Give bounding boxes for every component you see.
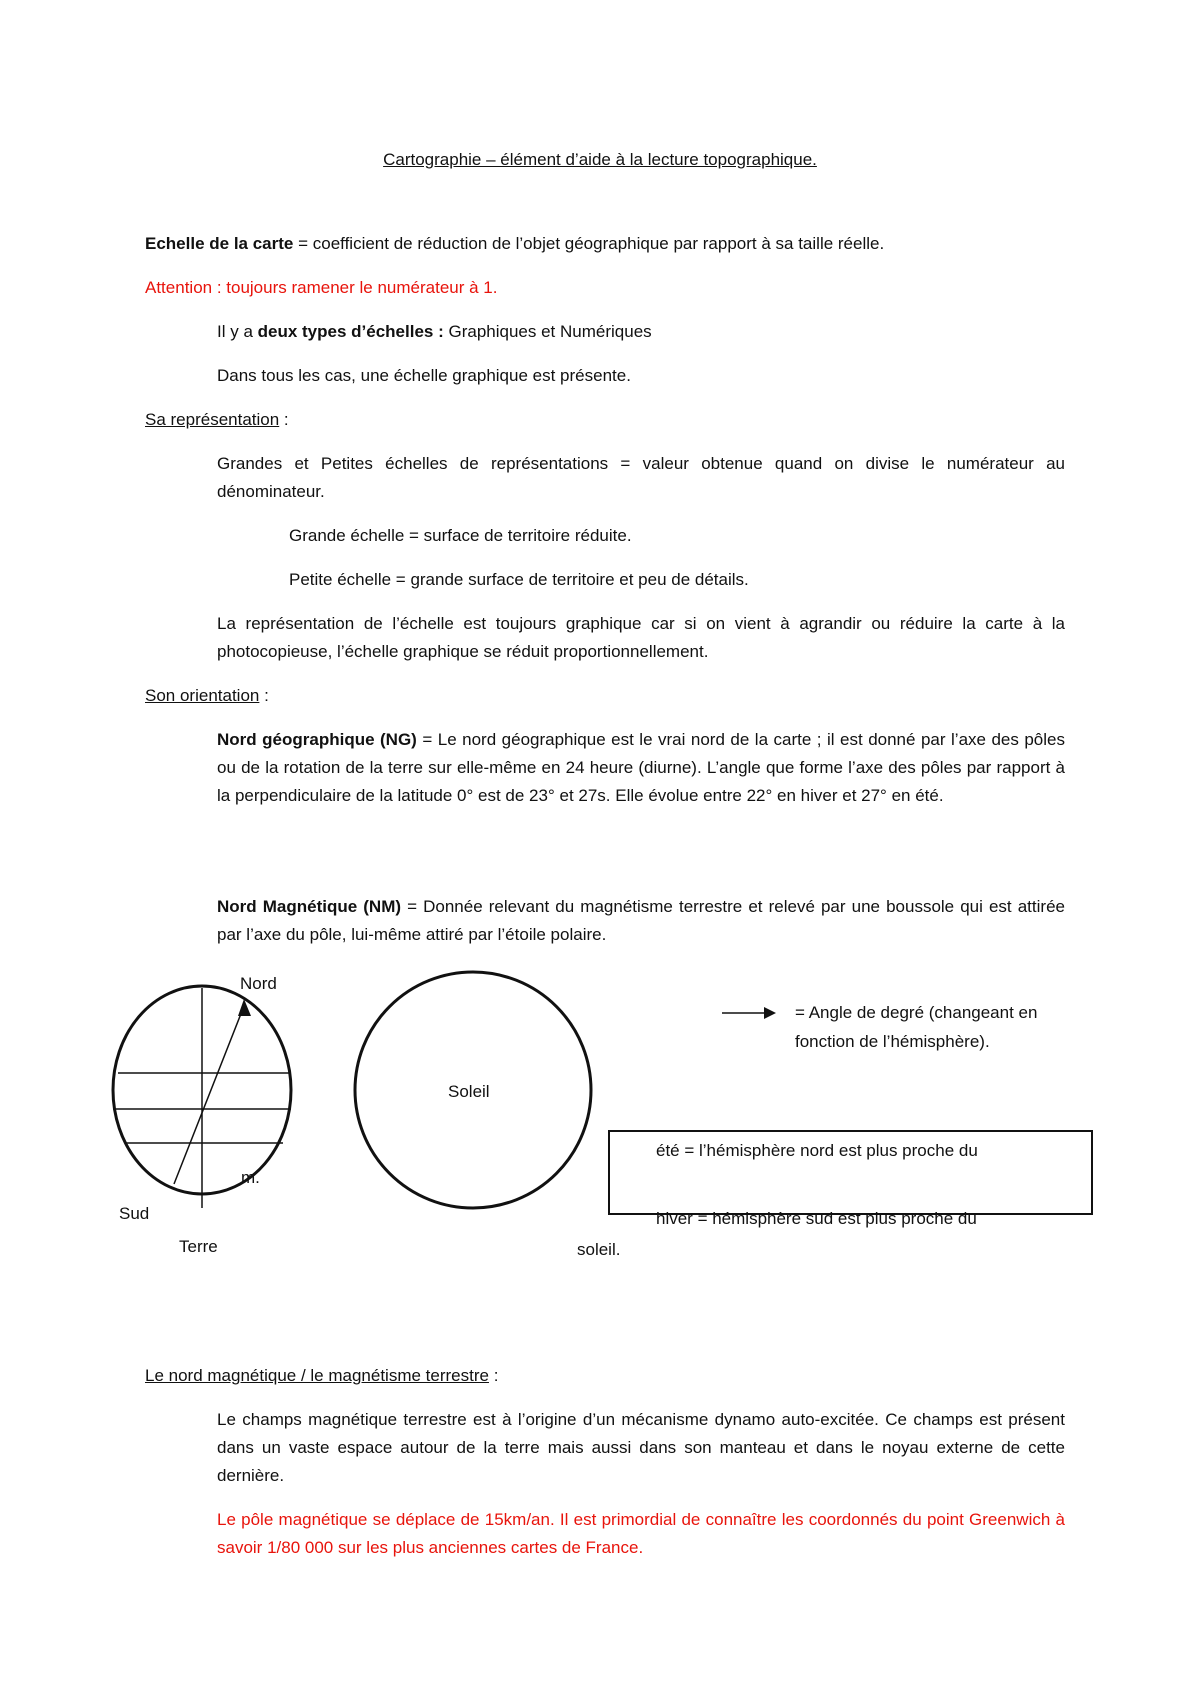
petite-echelle: Petite échelle = grande surface de territoire et peu de détails. xyxy=(289,570,749,589)
label-fragment: m. xyxy=(241,1168,260,1187)
season-soleil-end: soleil. xyxy=(577,1240,621,1259)
types-bold: deux types d’échelles : xyxy=(257,322,444,341)
types-pre: Il y a xyxy=(217,322,258,341)
label-terre: Terre xyxy=(179,1237,218,1256)
arrow-legend-line2: fonction de l’hémisphère). xyxy=(795,1032,990,1051)
grande-echelle: Grande échelle = surface de territoire réduite. xyxy=(289,526,632,545)
grandes-petites: Grandes et Petites échelles de représentations = valeur obtenue quand on divise le numérateur au dénominateur. xyxy=(217,454,1065,501)
representation-graphique: La représentation de l’échelle est toujours graphique car si on vient à agrandir ou réduire la carte à la photocopieuse, l’échelle graphique se réduit proportionnellement. xyxy=(217,614,1065,661)
echelle-term: Echelle de la carte xyxy=(145,234,294,253)
nm-term: Nord Magnétique (NM) xyxy=(217,897,402,916)
arrow-legend-line1: = Angle de degré (changeant en xyxy=(795,1003,1038,1022)
attention-note: Attention : toujours ramener le numérateur à 1. xyxy=(145,278,498,297)
representation-heading-suffix: : xyxy=(279,410,289,429)
pole-magnetique-note: Le pôle magnétique se déplace de 15km/an. Il est primordial de connaître les coordonnés du point Greenwich à savoir 1/80 000 sur les plus anciennes cartes de France. xyxy=(217,1510,1065,1557)
nm-text: = Donnée relevant du magnétisme terrestre et relevé par une boussole qui est attirée par l’axe du pôle, lui-même attiré par l’étoile polaire. xyxy=(217,897,1065,944)
orientation-heading-suffix: : xyxy=(259,686,269,705)
label-soleil: Soleil xyxy=(448,1082,490,1101)
orientation-heading-text: Son orientation xyxy=(145,686,260,705)
page-title: Cartographie – élément d’aide à la lecture topographique. xyxy=(383,150,817,169)
ng-text: = Le nord géographique est le vrai nord de la carte ; il est donné par l’axe des pôles ou de la rotation de la terre sur elle-même en 24 heure (diurne). L’angle que forme l’axe des pôles par rapport à la perpendiculaire de la latitude 0° est de 23° et 27s. Elle évolue entre 22° en hiver et 27° en été. xyxy=(217,730,1065,805)
magnetic-axis xyxy=(174,1006,244,1184)
magnetique-heading xyxy=(145,1362,498,1390)
tous-cas: Dans tous les cas, une échelle graphique est présente. xyxy=(217,366,631,385)
magnetique-heading-suffix: : xyxy=(488,1366,499,1385)
champs-magnetique: Le champs magnétique terrestre est à l’origine d’un mécanisme dynamo auto-excitée. Ce champs est présent dans un vaste espace autour de la terre mais aussi dans son manteau et dans le noyau externe de cette dernière. xyxy=(217,1410,1065,1485)
magnetique-heading-text: Le nord magnétique / le magnétisme terrestre xyxy=(145,1366,489,1385)
label-nord: Nord xyxy=(240,974,277,993)
season-hiver-clip xyxy=(620,1211,1100,1232)
angle-arrow-icon xyxy=(764,1007,776,1019)
season-hiver: hiver = hémisphère sud est plus proche du xyxy=(656,1211,977,1228)
representation-heading-text: Sa représentation xyxy=(145,410,280,429)
ng-term: Nord géographique (NG) xyxy=(217,730,417,749)
label-sud: Sud xyxy=(119,1204,150,1223)
season-ete: été = l’hémisphère nord est plus proche du xyxy=(656,1141,978,1160)
echelle-definition-text: = coefficient de réduction de l’objet géographique par rapport à sa taille réelle. xyxy=(293,234,885,253)
types-post: Graphiques et Numériques xyxy=(443,322,652,341)
